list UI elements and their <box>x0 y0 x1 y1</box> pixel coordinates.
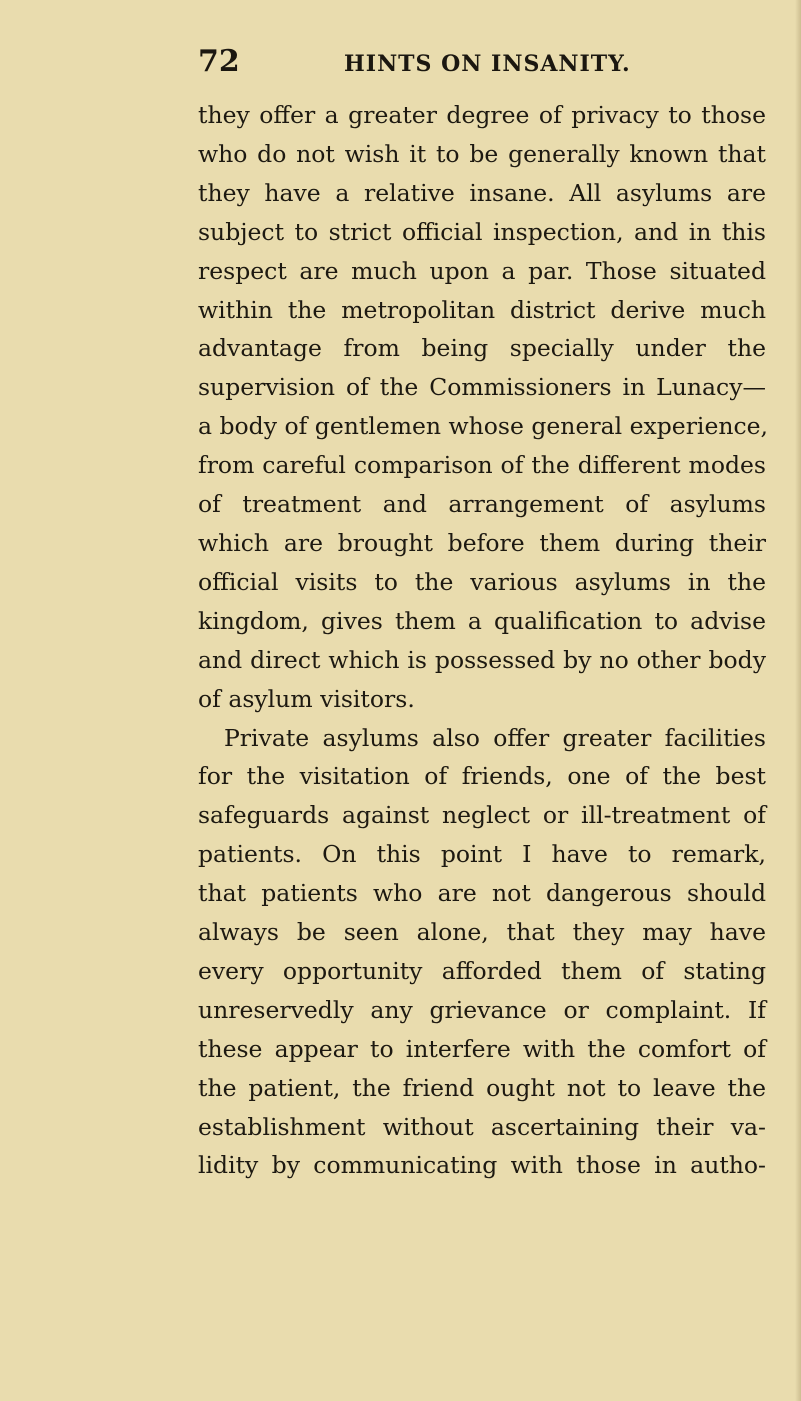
text-line: every opportunity afforded them of stating <box>198 956 766 985</box>
running-title: HINTS ON INSANITY. <box>344 51 631 77</box>
text-line: they have a relative insane. All asylums are <box>198 178 766 207</box>
text-line: and direct which is possessed by no other body <box>198 645 766 674</box>
text-line: a body of gentlemen whose general experience, <box>198 412 769 441</box>
text-line: advantage from being specially under the <box>198 334 766 363</box>
text-line: patients. On this point I have to remark, <box>198 840 766 869</box>
text-line: supervision of the Commissioners in Lunacy— <box>198 373 766 402</box>
text-line: always be seen alone, that they may have <box>198 918 766 947</box>
text-line: that patients who are not dangerous should <box>198 879 766 908</box>
text-line: subject to strict official inspection, and in this <box>198 217 766 246</box>
text-line: they offer a greater degree of privacy to those <box>198 101 766 129</box>
text-line: unreservedly any grievance or complaint. If <box>198 995 766 1024</box>
text-line: Private asylums also offer greater facilities <box>224 723 766 752</box>
page-number: 72 <box>198 44 240 79</box>
text-line: of asylum visitors. <box>198 684 415 713</box>
text-line: of treatment and arrangement of asylums <box>198 490 766 519</box>
page-edge-shadow <box>795 0 801 1401</box>
text-line: establishment without ascertaining their va- <box>198 1112 766 1141</box>
text-line: official visits to the various asylums in the <box>198 567 766 596</box>
text-line: these appear to interfere with the comfort of <box>198 1034 766 1063</box>
page-header <box>0 44 801 84</box>
text-line: from careful comparison of the different modes <box>198 451 766 480</box>
text-line: safeguards against neglect or ill-treatment of <box>198 801 766 830</box>
text-line: who do not wish it to be generally known that <box>198 139 766 168</box>
text-line: lidity by communicating with those in autho- <box>198 1151 766 1180</box>
text-line: which are brought before them during their <box>198 528 766 557</box>
text-line: respect are much upon a par. Those situated <box>198 256 766 285</box>
text-line: the patient, the friend ought not to leave the <box>198 1073 766 1102</box>
body-text <box>198 96 769 1185</box>
text-line: kingdom, gives them a qualification to advise <box>198 606 766 635</box>
text-line: within the metropolitan district derive much <box>198 295 766 324</box>
text-line: for the visitation of friends, one of the best <box>198 762 766 791</box>
